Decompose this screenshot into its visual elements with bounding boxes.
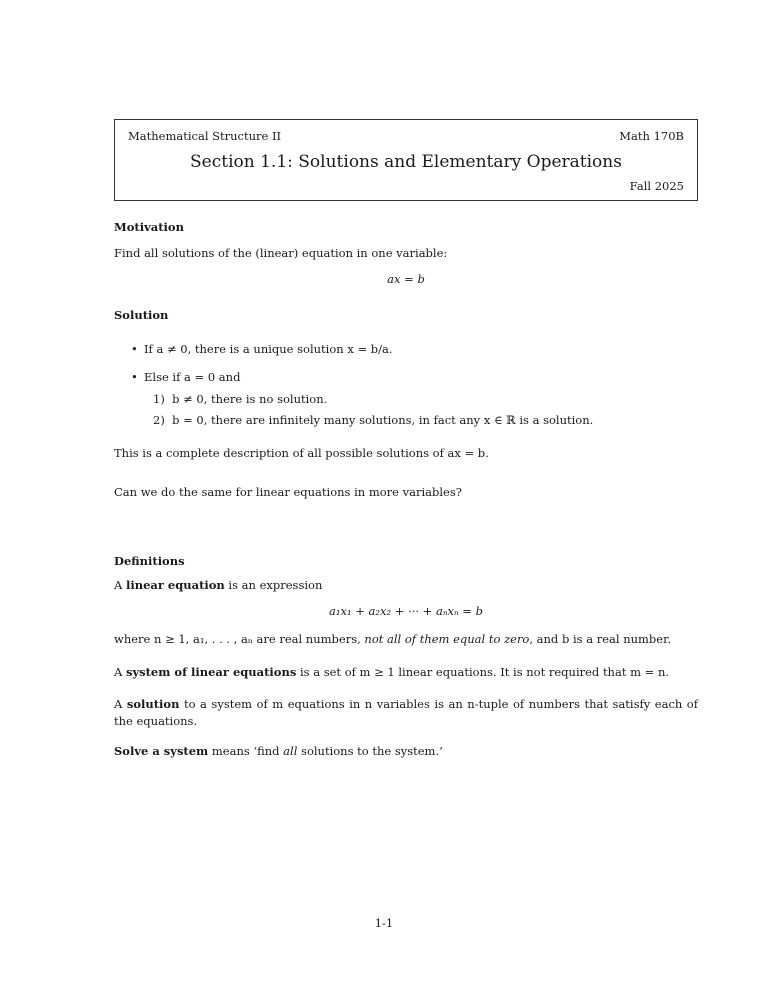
bullet-icon: • bbox=[131, 342, 138, 356]
definition-system bbox=[114, 665, 669, 680]
definition-where bbox=[114, 632, 671, 647]
case-2 bbox=[153, 413, 593, 427]
solution-question: Can we do the same for linear equations in more variables? bbox=[114, 485, 462, 499]
def-suffix: is an expression bbox=[224, 578, 323, 592]
definitions-heading: Definitions bbox=[114, 554, 185, 568]
term-system: system of linear equations bbox=[125, 665, 297, 679]
term-solve-system: Solve a system bbox=[114, 744, 209, 758]
system-suffix: is a set of m ≥ 1 linear equations. It is not required that m = n. bbox=[296, 665, 670, 679]
definition-solve bbox=[114, 744, 443, 759]
case-2-text: b = 0, there are infinitely many solutions, in fact any x ∈ ℝ is a solution. bbox=[172, 413, 594, 427]
solve-suffix: solutions to the system.’ bbox=[297, 744, 443, 758]
term: Fall 2025 bbox=[629, 179, 684, 193]
motivation-equation-text: ax = b bbox=[387, 272, 425, 286]
bullet-icon: • bbox=[131, 370, 138, 384]
system-prefix: A bbox=[114, 665, 126, 679]
def-prefix: A bbox=[114, 578, 126, 592]
solution-summary: This is a complete description of all possible solutions of ax = b. bbox=[114, 446, 489, 460]
term-linear-equation: linear equation bbox=[125, 578, 225, 592]
linear-equation bbox=[114, 604, 698, 618]
solution-heading: Solution bbox=[114, 308, 169, 322]
page-title: Section 1.1: Solutions and Elementary Operations bbox=[190, 152, 622, 172]
motivation-equation bbox=[114, 272, 698, 286]
where-prefix: where n ≥ 1, a₁, . . . , aₙ are real numbers, bbox=[114, 632, 365, 646]
course-code: Math 170B bbox=[619, 129, 684, 143]
case-1-text: b ≠ 0, there is no solution. bbox=[172, 392, 328, 406]
solve-italic: all bbox=[283, 744, 298, 758]
definition-linear-equation bbox=[114, 578, 322, 593]
definition-solution bbox=[114, 696, 698, 730]
motivation-text: Find all solutions of the (linear) equation in one variable: bbox=[114, 246, 448, 260]
where-italic: not all of them equal to zero bbox=[364, 632, 530, 646]
course-name: Mathematical Structure II bbox=[128, 129, 282, 143]
solution-bullet-1: If a ≠ 0, there is a unique solution x = b/a. bbox=[144, 342, 393, 356]
motivation-heading: Motivation bbox=[114, 220, 184, 234]
page-number: 1-1 bbox=[374, 916, 394, 930]
header-box bbox=[114, 119, 698, 201]
solution-def-prefix: A bbox=[114, 697, 127, 711]
case-1 bbox=[153, 392, 327, 406]
solution-def-suffix: to a system of m equations in n variables is an n-tuple of numbers that satisfy each of the equations. bbox=[114, 697, 698, 728]
solve-mid: means ‘find bbox=[208, 744, 284, 758]
where-suffix: , and b is a real number. bbox=[529, 632, 671, 646]
case-2-number: 2) bbox=[153, 413, 165, 427]
case-1-number: 1) bbox=[153, 392, 165, 406]
solution-bullet-2: Else if a = 0 and bbox=[144, 370, 241, 384]
term-solution: solution bbox=[126, 697, 180, 711]
linear-equation-text: a₁x₁ + a₂x₂ + ··· + aₙxₙ = b bbox=[329, 604, 483, 618]
